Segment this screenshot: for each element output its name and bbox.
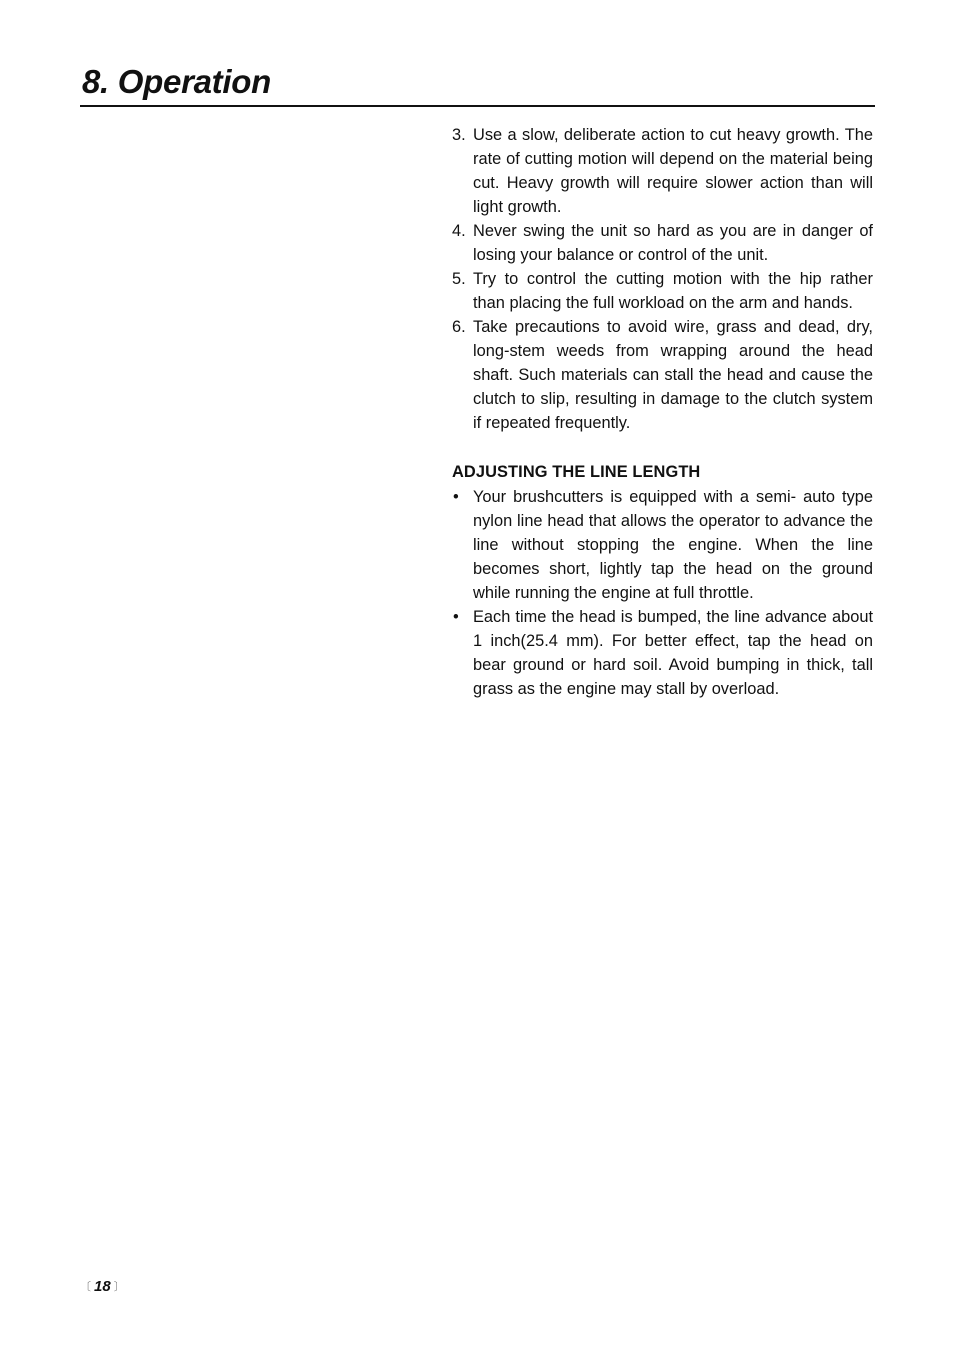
item-text: Never swing the unit so hard as you are in danger of losing your balance or control of the unit. [473,222,873,264]
page-number [80,1277,125,1297]
item-text: Each time the head is bumped, the line advance about 1 inch(25.4 mm). For better effect, tap the head on bear ground or hard soil. Avoid bumping in thick, tall grass as the engine may stall by overload. [473,608,873,698]
main-content [452,123,873,701]
page-title: 8. Operation [82,63,271,100]
item-text: Try to control the cutting motion with the hip rather than placing the full workload on the arm and hands. [473,270,873,312]
page-number-value: 18 [94,1278,111,1295]
list-item [452,315,873,435]
item-text: Take precautions to avoid wire, grass and dead, dry, long-stem weeds from wrapping around the head shaft. Such materials can stall the head and cause the clutch to slip, resulting in damage to the clutch system if repeated frequently. [473,318,873,432]
bullet-icon: • [453,488,459,506]
page-number-bracket-right: 〕 [113,1281,125,1293]
line-length-bullets [452,485,873,701]
item-text: Use a slow, deliberate action to cut heavy growth. The rate of cutting motion will depend on the material being cut. Heavy growth will require slower action than will light growth. [473,126,873,216]
item-number: 3. [452,126,466,144]
list-item [452,485,873,605]
item-number: 5. [452,270,466,288]
list-item [452,605,873,701]
item-text: Your brushcutters is equipped with a semi- auto type nylon line head that allows the operator to advance the line without stopping the engine. When the line becomes short, lightly tap the head on the ground while running the engine at full throttle. [473,488,873,602]
item-number: 6. [452,318,466,336]
page-number-bracket-left: 〔 [80,1281,91,1293]
list-item [452,267,873,315]
operation-steps-list [452,123,873,435]
bullet-icon: • [453,608,459,626]
page-header [80,58,875,107]
item-number: 4. [452,222,466,240]
list-item [452,219,873,267]
section-heading: ADJUSTING THE LINE LENGTH [452,463,701,481]
list-item [452,123,873,219]
